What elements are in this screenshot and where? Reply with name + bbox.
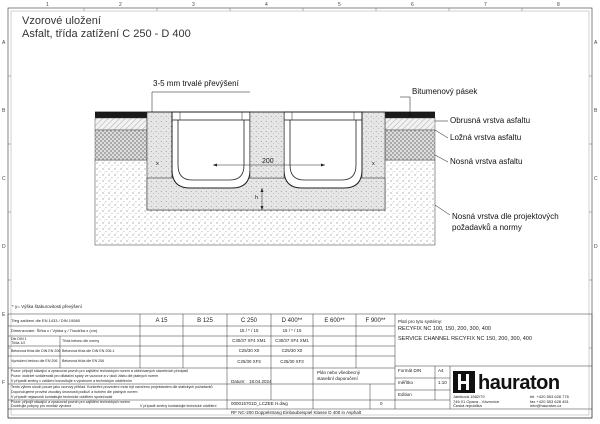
dim-x-right: x [372,161,375,167]
frame-row-b-right: B [594,108,598,114]
table-label-reinforcement: Vyztužení betonu dle EN 206 [11,359,58,363]
class-f900: F 900** [365,318,386,324]
plan-label-1: Plán nebo všeobecný [317,370,361,375]
table-label-reinf-r: Betonová třída dle EN 206 [62,359,105,363]
cell-c250-norm: C30/37 XF4 XM1 [232,338,266,343]
revision: 0 [380,401,383,406]
hauraton-logo-mark [453,371,475,393]
drawing-number: 000015701D_LCZEE H.dwg [231,401,288,406]
callout-bitumen: Bitumenový pásek [412,87,478,96]
format-label: Formát DIN [398,368,422,373]
frame-col-2: 2 [119,2,122,8]
drawing-subtitle: Asfalt, třída zatížení C 250 - D 400 [22,28,191,40]
frame-col-6: 6 [411,2,414,8]
dim-x-left: x [156,161,159,167]
class-c250: C 250 [240,318,257,324]
frame-row-e: E [2,312,6,318]
frame-row-c: C [2,176,6,182]
callout-overhang: 3-5 mm trvalé převýšení [153,79,239,88]
class-e600: E 600** [324,318,345,324]
note-2: Pozor: dodržet vzdálenosti pro dilatační spáry ve vozovce a v okolí žlabu dle platných norem [11,374,159,378]
frame-row-b: B [2,108,6,114]
channel-right [284,112,362,188]
footer-code: RF NC-200 Doppelstrang Einbaubeispiel Klasse D 400 in Asphalt [231,410,362,415]
note-9: V případě změny kontaktujte technické oddělení [140,404,217,408]
format-value: A4 [438,368,444,373]
company-address-2: 746 01 Opava - Vávrovice [453,399,500,404]
table-label-class12: Třída 1/2 [11,341,26,345]
cell-d400-concrete: C25/30 X0 [281,348,303,353]
scale-label: měřítko [398,380,414,385]
company-address-3: Česká republika [453,403,482,408]
callout-base-layer: Nosná vrstva asfaltu [450,157,523,166]
products-line-2: SERVICE CHANNEL RECYFIX NC 150, 200, 300, 400 [398,336,532,342]
cell-c250-reinf: C25/30 XF3 [237,359,261,364]
note-7: Pozor: připojit stávající a zpracovat povrch pro zajištění technických norem [11,400,130,404]
company-address-1: Jateková 1582/79 [453,394,485,399]
class-a15: A 15 [155,318,168,324]
frame-col-5: 5 [338,2,341,8]
frame-col-7: 7 [484,2,487,8]
scale-value: 1:10 [438,380,447,385]
wear-layer-left [95,112,147,118]
table-label-concrete-r: Betonová třída dle DIN EN 206-1 [62,349,115,353]
drawing-title: Vzorové uložení [22,15,101,27]
note-3: V případě změny v zatížení konzultujte s výrobcem a technickým oddělením [11,379,132,383]
callout-subbase-2: požadavků a normy [452,223,522,232]
frame-row-d-right: D [594,244,598,250]
company-logo-text: hauraton [478,372,560,394]
cell-c250-dim: 15 / * / 15 [239,328,259,333]
frame-col-8: 8 [557,2,560,8]
company-phone: tel. +420 553 628 776 [530,394,569,399]
table-label-concrete: Betonová třída dle DIN EN 206 [11,349,61,353]
frame-col-3: 3 [192,2,195,8]
table-label-din: Dle DIN 1 [11,337,27,341]
plan-label-2: stavební doporučení [317,376,358,381]
note-4: Tento výkres slouží pouze jako vzorový příklad. Konkrétní provedení musí být navrženo projektantem dle statických požadavků [11,385,213,389]
class-d400: D 400** [281,318,303,324]
callout-wear-layer: Obrusná vrstva asfaltu [450,116,531,125]
note-1: Pozor: připojit stávající a zpracovat povrch pro zajištění technických norem a oběžovaných stavebních předpisů [11,369,189,373]
frame-row-c-right: C [594,176,598,182]
frame-col-4: 4 [265,2,268,8]
frame-row-a-right: A [594,40,598,46]
date-value: 18.04.2024 [249,379,272,384]
dim-h: h [255,195,259,201]
frame-row-f: F [2,380,6,386]
callout-subbase-1: Nosná vrstva dle projektových [452,212,559,221]
frame-row-a: A [2,40,6,46]
date-label: Datum: [231,379,246,384]
edition-label: Edition [398,392,412,397]
callout-binder-layer: Ložná vrstva asfaltu [450,133,522,142]
cell-d400-reinf: C25/30 XF3 [280,359,304,364]
cell-d400-norm: C30/37 XF4 XM1 [275,338,309,343]
products-line-1: RECYFIX NC 100, 150, 200, 300, 400 [398,326,491,332]
frame-row-d: D [2,244,6,250]
note-6: V případě nejasností kontaktujte technické oddělení společnosti [11,395,113,399]
frame-col-1: 1 [46,2,49,8]
footnote: * y= Výška štaburovitosti převýšení [12,304,82,309]
company-email[interactable]: info@hauraton.cz [530,403,562,408]
products-header: Platí pro tyto systémy: [398,319,443,324]
channel-left [172,112,250,188]
note-5: Doporučujeme provést zkoušky únosnosti podloží a hutnění dle platných norem [11,390,138,394]
table-label-load-class: Třeg zatížení dle EN 1433 / DIN 19580 [11,318,80,323]
note-8: Dodržujte pokyny pro montáž výrobce [11,404,72,408]
company-fax: fax +420 553 628 451 [530,399,569,404]
table-label-norm: Třída betonu dle normy [62,339,100,343]
cell-c250-concrete: C25/30 X0 [238,348,260,353]
class-b125: B 125 [197,318,213,324]
dim-spacing: 200 [262,158,274,165]
table-label-dimensions: Dimenzování: Šířka x / Výška y / Tloušťka z (cm) [11,328,98,333]
cell-d400-dim: 15 / * / 15 [282,328,302,333]
